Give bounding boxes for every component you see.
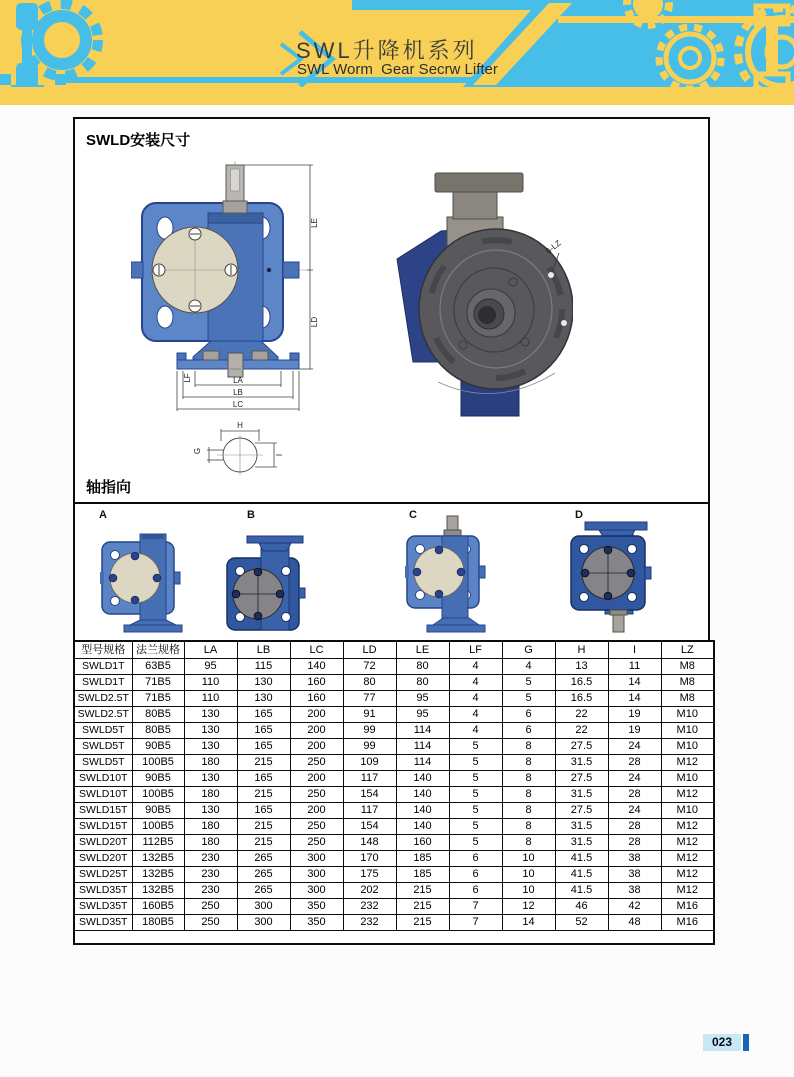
table-cell: M16 <box>661 915 714 931</box>
table-cell: SWLD35T <box>74 915 132 931</box>
table-header-row <box>74 641 714 659</box>
table-cell: 6 <box>449 851 502 867</box>
table-cell: 7 <box>449 915 502 931</box>
table-cell: 165 <box>237 707 290 723</box>
table-row <box>74 883 714 899</box>
table-cell: 200 <box>290 723 343 739</box>
table-cell: 140 <box>396 819 449 835</box>
table-cell: SWLD10T <box>74 771 132 787</box>
table-cell: 185 <box>396 867 449 883</box>
table-cell: SWLD2.5T <box>74 707 132 723</box>
spec-table-body <box>74 659 714 945</box>
dim-ld: LD <box>310 316 319 328</box>
table-cell: 185 <box>396 851 449 867</box>
table-cell: 232 <box>343 915 396 931</box>
table-cell: M10 <box>661 739 714 755</box>
axis-views-section <box>73 502 710 642</box>
table-cell: 117 <box>343 803 396 819</box>
dim-i: I <box>275 453 284 457</box>
table-cell: 165 <box>237 723 290 739</box>
table-header-cell: LZ <box>661 641 714 659</box>
view-c-drawing <box>405 514 497 636</box>
table-cell: 110 <box>184 675 237 691</box>
table-cell: SWLD20T <box>74 851 132 867</box>
table-cell: 8 <box>502 771 555 787</box>
table-cell: 230 <box>184 851 237 867</box>
table-cell: SWLD10T <box>74 787 132 803</box>
table-header-cell: LF <box>449 641 502 659</box>
table-cell: 154 <box>343 819 396 835</box>
spec-table <box>73 640 715 945</box>
table-cell: 71B5 <box>132 675 184 691</box>
table-cell: 4 <box>449 659 502 675</box>
table-cell: M8 <box>661 659 714 675</box>
dim-g: G <box>193 447 202 455</box>
table-row <box>74 675 714 691</box>
table-cell: 5 <box>449 835 502 851</box>
table-cell: 46 <box>555 899 608 915</box>
table-cell: 154 <box>343 787 396 803</box>
table-cell: 148 <box>343 835 396 851</box>
table-cell: 130 <box>184 723 237 739</box>
table-empty-cell <box>74 931 714 945</box>
bolt-circle-label: 6-LZ <box>544 238 563 256</box>
header-bottom-bar <box>0 87 794 105</box>
table-cell: 24 <box>608 803 661 819</box>
page-number: 023 <box>703 1034 741 1051</box>
table-cell: 95 <box>396 691 449 707</box>
table-cell: 13 <box>555 659 608 675</box>
table-cell: 4 <box>449 691 502 707</box>
table-cell: 31.5 <box>555 835 608 851</box>
table-cell: 175 <box>343 867 396 883</box>
table-cell: 300 <box>237 899 290 915</box>
table-cell: 130 <box>184 771 237 787</box>
table-cell: 130 <box>237 675 290 691</box>
table-cell: 5 <box>449 819 502 835</box>
iso-view-drawing <box>383 157 573 419</box>
dim-h: H <box>237 421 243 430</box>
table-cell: M12 <box>661 787 714 803</box>
table-cell: SWLD15T <box>74 803 132 819</box>
table-cell: 90B5 <box>132 803 184 819</box>
table-cell: M12 <box>661 883 714 899</box>
table-cell: 5 <box>449 787 502 803</box>
table-cell: 114 <box>396 723 449 739</box>
view-d-drawing <box>567 520 667 634</box>
table-cell: 19 <box>608 723 661 739</box>
table-cell: 215 <box>396 915 449 931</box>
table-header-cell: I <box>608 641 661 659</box>
table-cell: 27.5 <box>555 771 608 787</box>
table-cell: 140 <box>396 803 449 819</box>
table-cell: 28 <box>608 787 661 803</box>
table-cell: 114 <box>396 739 449 755</box>
table-cell: 250 <box>184 899 237 915</box>
table-cell: SWLD1T <box>74 659 132 675</box>
table-row <box>74 787 714 803</box>
table-header-cell: LC <box>290 641 343 659</box>
table-row <box>74 835 714 851</box>
table-cell: 250 <box>290 819 343 835</box>
table-cell: SWLD5T <box>74 739 132 755</box>
table-cell: 180B5 <box>132 915 184 931</box>
table-cell: 230 <box>184 867 237 883</box>
page-number-badge <box>703 1034 749 1051</box>
table-cell: 5 <box>502 675 555 691</box>
table-cell: 180 <box>184 755 237 771</box>
table-cell: 250 <box>184 915 237 931</box>
table-cell: 22 <box>555 707 608 723</box>
table-cell: 180 <box>184 787 237 803</box>
axis-section-title: 轴指向 <box>86 479 132 496</box>
table-cell: 71B5 <box>132 691 184 707</box>
table-empty-row <box>74 931 714 945</box>
table-cell: 8 <box>502 835 555 851</box>
table-cell: SWLD5T <box>74 755 132 771</box>
view-a-drawing <box>100 528 192 634</box>
table-cell: 115 <box>237 659 290 675</box>
table-cell: 200 <box>290 707 343 723</box>
table-cell: 6 <box>449 883 502 899</box>
table-cell: 170 <box>343 851 396 867</box>
table-cell: 114 <box>396 755 449 771</box>
table-cell: 132B5 <box>132 883 184 899</box>
table-cell: 22 <box>555 723 608 739</box>
table-cell: 100B5 <box>132 787 184 803</box>
table-cell: 130 <box>184 707 237 723</box>
table-cell: 90B5 <box>132 771 184 787</box>
table-cell: 72 <box>343 659 396 675</box>
table-cell: 132B5 <box>132 851 184 867</box>
view-b-drawing <box>225 534 325 632</box>
page-number-bar <box>743 1034 749 1051</box>
table-cell: 230 <box>184 883 237 899</box>
table-cell: 77 <box>343 691 396 707</box>
table-cell: 160 <box>290 675 343 691</box>
table-cell: 200 <box>290 771 343 787</box>
table-cell: 14 <box>608 691 661 707</box>
dim-lb: LB <box>233 388 243 397</box>
table-cell: 19 <box>608 707 661 723</box>
table-header-cell: 型号规格 <box>74 641 132 659</box>
table-cell: 10 <box>502 883 555 899</box>
table-cell: 215 <box>396 899 449 915</box>
table-cell: 80 <box>343 675 396 691</box>
table-cell: M12 <box>661 867 714 883</box>
table-cell: 95 <box>396 707 449 723</box>
table-cell: 300 <box>290 867 343 883</box>
table-cell: 28 <box>608 835 661 851</box>
table-cell: 300 <box>237 915 290 931</box>
table-cell: 24 <box>608 739 661 755</box>
table-cell: 140 <box>396 771 449 787</box>
table-cell: 8 <box>502 819 555 835</box>
table-cell: 41.5 <box>555 867 608 883</box>
table-cell: SWLD25T <box>74 867 132 883</box>
table-cell: 10 <box>502 851 555 867</box>
table-cell: 160 <box>290 691 343 707</box>
view-label-a: A <box>99 509 107 521</box>
table-cell: 31.5 <box>555 787 608 803</box>
table-cell: 265 <box>237 867 290 883</box>
table-cell: 250 <box>290 755 343 771</box>
table-cell: 215 <box>237 787 290 803</box>
table-row <box>74 755 714 771</box>
table-cell: 117 <box>343 771 396 787</box>
table-cell: 140 <box>290 659 343 675</box>
table-header-cell: 法兰规格 <box>132 641 184 659</box>
table-cell: 31.5 <box>555 819 608 835</box>
table-cell: 350 <box>290 899 343 915</box>
table-cell: 80 <box>396 659 449 675</box>
table-row <box>74 867 714 883</box>
table-cell: 265 <box>237 883 290 899</box>
table-cell: 200 <box>290 803 343 819</box>
table-cell: 8 <box>502 803 555 819</box>
table-cell: 38 <box>608 883 661 899</box>
table-cell: 100B5 <box>132 755 184 771</box>
table-row <box>74 899 714 915</box>
view-label-b: B <box>247 509 255 521</box>
table-cell: 16.5 <box>555 691 608 707</box>
table-cell: 31.5 <box>555 755 608 771</box>
table-cell: 109 <box>343 755 396 771</box>
table-cell: 41.5 <box>555 851 608 867</box>
front-view-drawing <box>131 157 321 412</box>
table-cell: M10 <box>661 723 714 739</box>
table-cell: 27.5 <box>555 803 608 819</box>
table-cell: 6 <box>502 707 555 723</box>
table-cell: M12 <box>661 755 714 771</box>
table-cell: 28 <box>608 819 661 835</box>
view-label-c: C <box>409 509 417 521</box>
table-cell: 80B5 <box>132 723 184 739</box>
table-cell: M12 <box>661 819 714 835</box>
table-cell: 41.5 <box>555 883 608 899</box>
table-cell: 24 <box>608 771 661 787</box>
table-cell: SWLD15T <box>74 819 132 835</box>
table-cell: 250 <box>290 835 343 851</box>
table-cell: 28 <box>608 755 661 771</box>
table-cell: M16 <box>661 899 714 915</box>
table-cell: 90B5 <box>132 739 184 755</box>
table-cell: 16.5 <box>555 675 608 691</box>
table-cell: 38 <box>608 867 661 883</box>
table-cell: 4 <box>449 675 502 691</box>
table-cell: 5 <box>449 803 502 819</box>
table-cell: M8 <box>661 675 714 691</box>
dim-le: LE <box>310 218 319 228</box>
table-cell: M12 <box>661 851 714 867</box>
table-cell: 11 <box>608 659 661 675</box>
table-cell: 232 <box>343 899 396 915</box>
table-cell: 14 <box>608 675 661 691</box>
table-cell: 4 <box>502 659 555 675</box>
table-cell: 130 <box>184 803 237 819</box>
table-cell: 202 <box>343 883 396 899</box>
table-cell: 215 <box>237 835 290 851</box>
table-cell: 130 <box>184 739 237 755</box>
table-cell: SWLD5T <box>74 723 132 739</box>
view-label-d: D <box>575 509 583 521</box>
table-cell: SWLD35T <box>74 899 132 915</box>
table-cell: 5 <box>449 755 502 771</box>
table-cell: 27.5 <box>555 739 608 755</box>
dim-la: LA <box>233 376 243 385</box>
table-cell: 7 <box>449 899 502 915</box>
install-section <box>73 117 710 504</box>
table-cell: 165 <box>237 739 290 755</box>
table-cell: 160 <box>396 835 449 851</box>
table-cell: 350 <box>290 915 343 931</box>
table-cell: 48 <box>608 915 661 931</box>
table-cell: 42 <box>608 899 661 915</box>
table-cell: 215 <box>396 883 449 899</box>
table-cell: SWLD20T <box>74 835 132 851</box>
table-cell: SWLD35T <box>74 883 132 899</box>
table-cell: 165 <box>237 803 290 819</box>
table-cell: 215 <box>237 819 290 835</box>
table-row <box>74 851 714 867</box>
table-row <box>74 819 714 835</box>
table-cell: 52 <box>555 915 608 931</box>
table-cell: 6 <box>502 723 555 739</box>
table-cell: 132B5 <box>132 867 184 883</box>
series-title: SWL升降机系列 <box>296 38 478 63</box>
table-cell: 5 <box>449 771 502 787</box>
table-cell: 5 <box>502 691 555 707</box>
series-subtitle: SWL Worm Gear Secrw Lifter <box>297 61 498 78</box>
table-cell: 215 <box>237 755 290 771</box>
table-cell: 112B5 <box>132 835 184 851</box>
table-cell: 100B5 <box>132 819 184 835</box>
table-cell: SWLD2.5T <box>74 691 132 707</box>
table-cell: 99 <box>343 723 396 739</box>
dim-lc: LC <box>232 400 244 409</box>
table-cell: M10 <box>661 771 714 787</box>
table-cell: 91 <box>343 707 396 723</box>
table-cell: 6 <box>449 867 502 883</box>
table-cell: M10 <box>661 803 714 819</box>
table-cell: 4 <box>449 723 502 739</box>
table-cell: 180 <box>184 819 237 835</box>
table-cell: 160B5 <box>132 899 184 915</box>
table-header-cell: LA <box>184 641 237 659</box>
table-cell: 140 <box>396 787 449 803</box>
table-cell: 95 <box>184 659 237 675</box>
table-row <box>74 659 714 675</box>
table-header-cell: LE <box>396 641 449 659</box>
table-cell: 250 <box>290 787 343 803</box>
table-cell: 200 <box>290 739 343 755</box>
dim-lf: LF <box>183 373 192 383</box>
content-frame <box>73 117 710 945</box>
table-row <box>74 723 714 739</box>
shaft-section-drawing <box>187 417 295 479</box>
table-cell: 8 <box>502 755 555 771</box>
table-cell: 80 <box>396 675 449 691</box>
table-cell: SWLD1T <box>74 675 132 691</box>
table-header-cell: G <box>502 641 555 659</box>
table-row <box>74 691 714 707</box>
table-header-cell: H <box>555 641 608 659</box>
table-cell: 38 <box>608 851 661 867</box>
table-cell: 99 <box>343 739 396 755</box>
table-cell: 10 <box>502 867 555 883</box>
table-cell: 8 <box>502 739 555 755</box>
table-cell: 4 <box>449 707 502 723</box>
table-cell: 165 <box>237 771 290 787</box>
table-cell: 8 <box>502 787 555 803</box>
table-cell: 300 <box>290 851 343 867</box>
table-cell: 12 <box>502 899 555 915</box>
table-cell: 265 <box>237 851 290 867</box>
table-row <box>74 915 714 931</box>
table-row <box>74 739 714 755</box>
table-cell: 130 <box>237 691 290 707</box>
table-row <box>74 771 714 787</box>
table-cell: 300 <box>290 883 343 899</box>
table-row <box>74 707 714 723</box>
table-header-cell: LB <box>237 641 290 659</box>
table-cell: 63B5 <box>132 659 184 675</box>
table-cell: M12 <box>661 835 714 851</box>
table-cell: M10 <box>661 707 714 723</box>
table-cell: 14 <box>502 915 555 931</box>
page-header <box>0 0 794 105</box>
table-cell: 180 <box>184 835 237 851</box>
table-cell: 80B5 <box>132 707 184 723</box>
table-row <box>74 803 714 819</box>
table-header-cell: LD <box>343 641 396 659</box>
install-section-title: SWLD安装尺寸 <box>86 132 191 149</box>
table-cell: 110 <box>184 691 237 707</box>
table-cell: 5 <box>449 739 502 755</box>
table-cell: M8 <box>661 691 714 707</box>
